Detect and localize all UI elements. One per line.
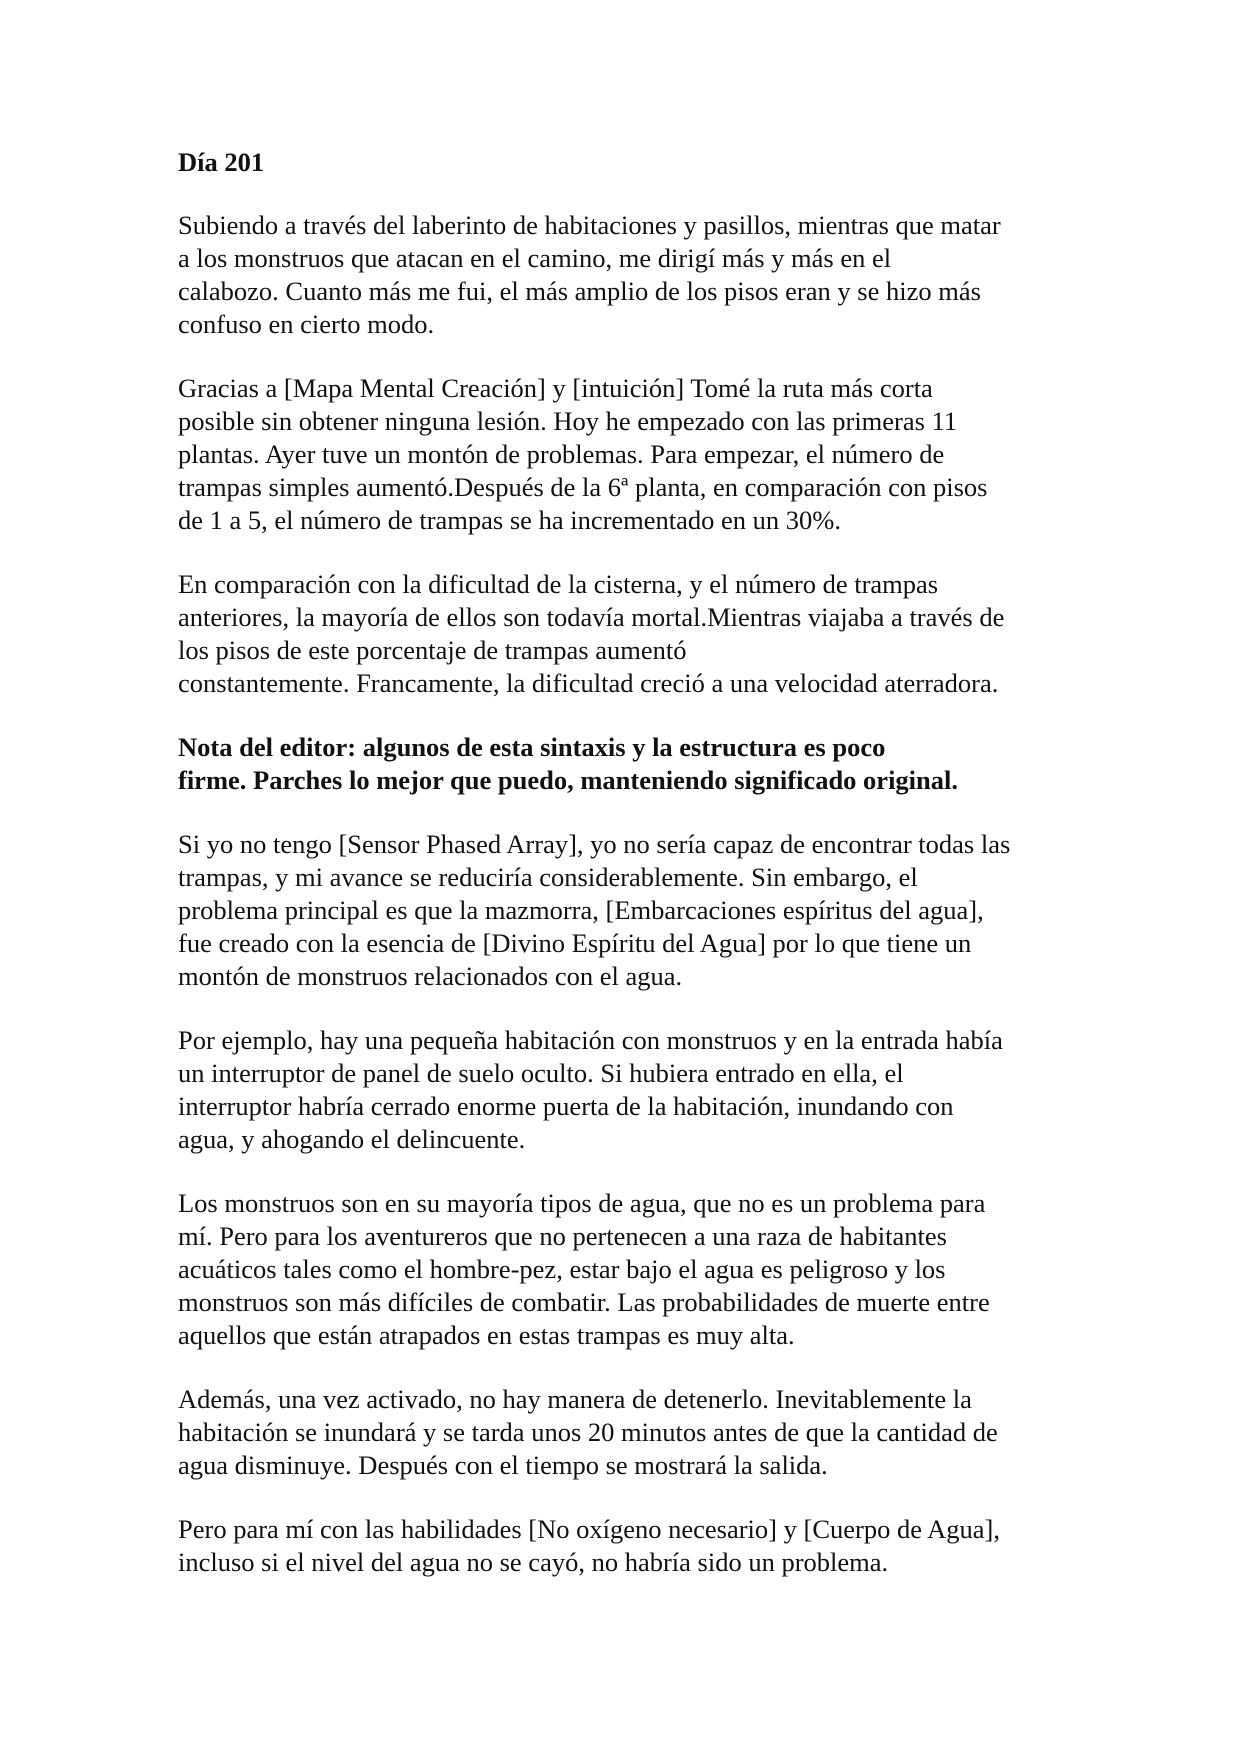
text-line: los pisos de este porcentaje de trampas aumentó	[178, 635, 687, 665]
text-line: interruptor habría cerrado enorme puerta de la habitación, inundando con	[178, 1091, 954, 1121]
text-line: agua disminuye. Después con el tiempo se mostrará la salida.	[178, 1450, 828, 1480]
text-line: Los monstruos son en su mayoría tipos de agua, que no es un problema para	[178, 1188, 986, 1218]
text-line: problema principal es que la mazmorra, [Embarcaciones espíritus del agua],	[178, 895, 984, 925]
text-line: trampas, y mi avance se reduciría considerablemente. Sin embargo, el	[178, 862, 918, 892]
body-paragraph	[178, 1383, 1078, 1482]
text-line: Subiendo a través del laberinto de habitaciones y pasillos, mientras que matar	[178, 210, 1001, 240]
text-line: agua, y ahogando el delincuente.	[178, 1124, 526, 1154]
body-paragraph	[178, 1513, 1078, 1579]
text-line: mí. Pero para los aventureros que no pertenecen a una raza de habitantes	[178, 1221, 947, 1251]
text-line: incluso si el nivel del agua no se cayó, no habría sido un problema.	[178, 1547, 889, 1577]
body-paragraph	[178, 209, 1078, 341]
body-paragraph	[178, 1024, 1078, 1156]
text-line: acuáticos tales como el hombre-pez, estar bajo el agua es peligroso y los	[178, 1254, 946, 1284]
body-paragraph	[178, 568, 1078, 700]
text-line: Además, una vez activado, no hay manera de detenerlo. Inevitablemente la	[178, 1384, 972, 1414]
paragraph-list	[178, 209, 1078, 1579]
page-title: Día 201	[178, 147, 265, 177]
text-line: monstruos son más difíciles de combatir. Las probabilidades de muerte entre	[178, 1287, 990, 1317]
text-line: firme. Parches lo mejor que puedo, manteniendo significado original.	[178, 765, 959, 795]
body-paragraph	[178, 1187, 1078, 1352]
document-body	[178, 146, 1078, 1610]
text-line: Si yo no tengo [Sensor Phased Array], yo no sería capaz de encontrar todas las	[178, 829, 1011, 859]
body-paragraph	[178, 828, 1078, 993]
text-line: calabozo. Cuanto más me fui, el más amplio de los pisos eran y se hizo más	[178, 276, 981, 306]
text-line: Por ejemplo, hay una pequeña habitación con monstruos y en la entrada había	[178, 1025, 1003, 1055]
text-line: posible sin obtener ninguna lesión. Hoy he empezado con las primeras 11	[178, 406, 958, 436]
text-line: Pero para mí con las habilidades [No oxígeno necesario] y [Cuerpo de Agua],	[178, 1514, 1000, 1544]
text-line: Gracias a [Mapa Mental Creación] y [intuición] Tomé la ruta más corta	[178, 373, 933, 403]
text-line: un interruptor de panel de suelo oculto. Si hubiera entrado en ella, el	[178, 1058, 904, 1088]
text-line: Nota del editor: algunos de esta sintaxis y la estructura es poco	[178, 732, 886, 762]
editor-note-paragraph	[178, 731, 1078, 797]
text-line: trampas simples aumentó.Después de la 6ª planta, en comparación con pisos	[178, 472, 988, 502]
text-line: fue creado con la esencia de [Divino Espíritu del Agua] por lo que tiene un	[178, 928, 972, 958]
text-line: confuso en cierto modo.	[178, 309, 435, 339]
text-line: a los monstruos que atacan en el camino, me dirigí más y más en el	[178, 243, 892, 273]
text-line: plantas. Ayer tuve un montón de problemas. Para empezar, el número de	[178, 439, 945, 469]
text-line: montón de monstruos relacionados con el agua.	[178, 961, 683, 991]
body-paragraph	[178, 372, 1078, 537]
text-line: habitación se inundará y se tarda unos 20 minutos antes de que la cantidad de	[178, 1417, 998, 1447]
text-line: de 1 a 5, el número de trampas se ha incrementado en un 30%.	[178, 505, 842, 535]
text-line: anteriores, la mayoría de ellos son todavía mortal.Mientras viajaba a través de	[178, 602, 1005, 632]
text-line: En comparación con la dificultad de la cisterna, y el número de trampas	[178, 569, 939, 599]
text-line: constantemente. Francamente, la dificultad creció a una velocidad aterradora.	[178, 668, 999, 698]
text-line: aquellos que están atrapados en estas trampas es muy alta.	[178, 1320, 795, 1350]
